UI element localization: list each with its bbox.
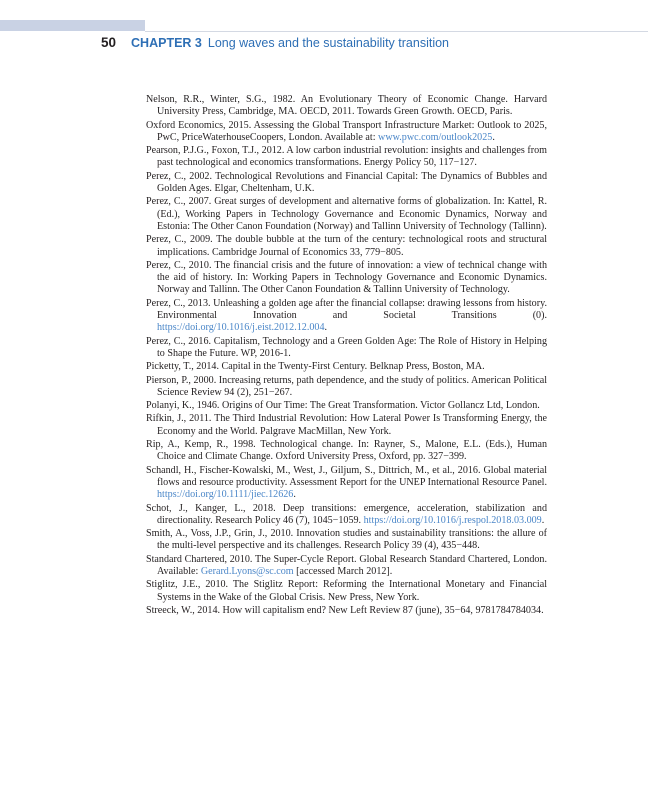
reference-text: Stiglitz, J.E., 2010. The Stiglitz Report: Reforming the International Monetary and Financial Systems in the Wake of the Global Crisis. New Press, New York.	[146, 579, 547, 603]
reference-link[interactable]: Gerard.Lyons@sc.com	[200, 565, 294, 577]
reference-text: Schandl, H., Fischer-Kowalski, M., West, J., Giljum, S., Dittrich, M., et al., 2016. Global material flows and resource productivity. Assessment Report for the UNEP International Resource Panel.	[146, 464, 547, 488]
reference-tail: [accessed March 2012].	[293, 565, 393, 577]
reference-entry	[146, 413, 547, 438]
reference-entry	[146, 196, 547, 233]
chapter-title: Long waves and the sustainability transition	[207, 36, 449, 50]
reference-link[interactable]: https://doi.org/10.1016/j.respol.2018.03.009	[363, 514, 542, 526]
reference-entry	[146, 336, 547, 361]
reference-entry	[146, 171, 547, 196]
reference-entry	[146, 120, 547, 145]
reference-text: Oxford Economics, 2015. Assessing the Global Transport Infrastructure Market: Outlook to 2025, PwC, PriceWaterhouseCoopers, London. Available at:	[146, 119, 547, 143]
reference-text: Perez, C., 2016. Capitalism, Technology and a Green Golden Age: The Role of History in Helping to Shape the Future. WP, 2016-1.	[146, 335, 547, 359]
reference-text: Rifkin, J., 2011. The Third Industrial Revolution: How Lateral Power Is Transforming Energy, the Economy and the World. Palgrave MacMillan, New York.	[146, 413, 547, 437]
reference-entry	[146, 145, 547, 170]
reference-text: Polanyi, K., 1946. Origins of Our Time: The Great Transformation. Victor Gollancz Ltd, London.	[146, 400, 540, 412]
reference-entry	[146, 465, 547, 502]
reference-text: Picketty, T., 2014. Capital in the Twenty-First Century. Belknap Press, Boston, MA.	[146, 361, 485, 373]
reference-entry	[146, 375, 547, 400]
reference-entry	[146, 400, 547, 412]
reference-tail: .	[293, 489, 296, 501]
reference-entry	[146, 528, 547, 553]
reference-text: Rip, A., Kemp, R., 1998. Technological change. In: Rayner, S., Malone, E.L. (Eds.), Human Choice and Climate Change. Oxford University Press, Oxford, pp. 327−399.	[146, 439, 547, 463]
reference-entry	[146, 94, 547, 119]
reference-text: Nelson, R.R., Winter, S.G., 1982. An Evolutionary Theory of Economic Change. Harvard University Press, Cambridge, MA. OECD, 2011. Towards Green Growth. OECD, Paris.	[146, 94, 547, 118]
reference-text: Perez, C., 2010. The financial crisis and the future of innovation: a view of technical change with the aid of history. In: Working Papers in Technology Governance and Economic Dynamics. Norway and Tallinn. The Other Canon Foundation & Tallinn University of Technology.	[146, 259, 547, 296]
reference-entry	[146, 579, 547, 604]
reference-link[interactable]: https://doi.org/10.1111/jiec.12626	[157, 489, 294, 501]
page-number: 50	[101, 35, 117, 50]
reference-tail: .	[324, 322, 328, 334]
reference-text: Standard Chartered, 2010. The Super-Cycle Report. Global Research Standard Chartered, London. Available:	[146, 553, 547, 577]
header-rule	[145, 31, 648, 32]
reference-text: Pearson, P.J.G., Foxon, T.J., 2012. A low carbon industrial revolution: insights and challenges from past technological and economics transformations. Energy Policy 50, 117−127.	[146, 145, 547, 169]
reference-text: Perez, C., 2013. Unleashing a golden age after the financial collapse: drawing lessons from history. Environmental Innovation and Societal Transitions (0).	[146, 297, 547, 322]
reference-entry	[146, 298, 547, 335]
reference-list	[146, 94, 547, 618]
reference-text: Pierson, P., 2000. Increasing returns, path dependence, and the study of politics. American Political Science Review 94 (2), 251−267.	[146, 374, 547, 398]
reference-entry	[146, 439, 547, 464]
reference-link[interactable]: https://doi.org/10.1016/j.eist.2012.12.004	[157, 322, 325, 334]
reference-text: Smith, A., Voss, J.P., Grin, J., 2010. Innovation studies and sustainability transitions: the allure of the multi-level perspective and its challenges. Research Policy 39 (4), 435−448.	[146, 528, 547, 552]
reference-entry	[146, 503, 547, 528]
reference-entry	[146, 260, 547, 297]
reference-tail: .	[541, 514, 545, 526]
reference-text: Streeck, W., 2014. How will capitalism end? New Left Review 87 (june), 35−64, 9781784784034.	[146, 604, 544, 616]
reference-entry	[146, 234, 547, 259]
header-accent-bar	[0, 20, 145, 31]
reference-tail: .	[492, 131, 495, 143]
reference-text: Perez, C., 2002. Technological Revolutions and Financial Capital: The Dynamics of Bubbles and Golden Ages. Elgar, Cheltenham, U.K.	[146, 170, 547, 195]
reference-entry	[146, 361, 547, 373]
running-header	[101, 35, 449, 53]
reference-entry	[146, 554, 547, 579]
reference-link[interactable]: www.pwc.com/outlook2025	[378, 131, 493, 143]
reference-text: Schot, J., Kanger, L., 2018. Deep transitions: emergence, acceleration, stabilization and directionality. Research Policy 46 (7), 1045−1059.	[146, 502, 547, 526]
chapter-label: CHAPTER 3	[131, 36, 202, 50]
reference-entry	[146, 605, 547, 617]
reference-text: Perez, C., 2007. Great surges of development and alternative forms of globalization. In: Kattel, R. (Ed.), Working Papers in Technology Governance and Economic Dynamics, Norway and Estonia: The Other Canon Foundation (Norway) and Tallinn University of Technology (Tallinn).	[146, 196, 547, 232]
reference-text: Perez, C., 2009. The double bubble at the turn of the century: technological roots and structural implications. Cambridge Journal of Economics 33, 779−805.	[146, 234, 547, 258]
